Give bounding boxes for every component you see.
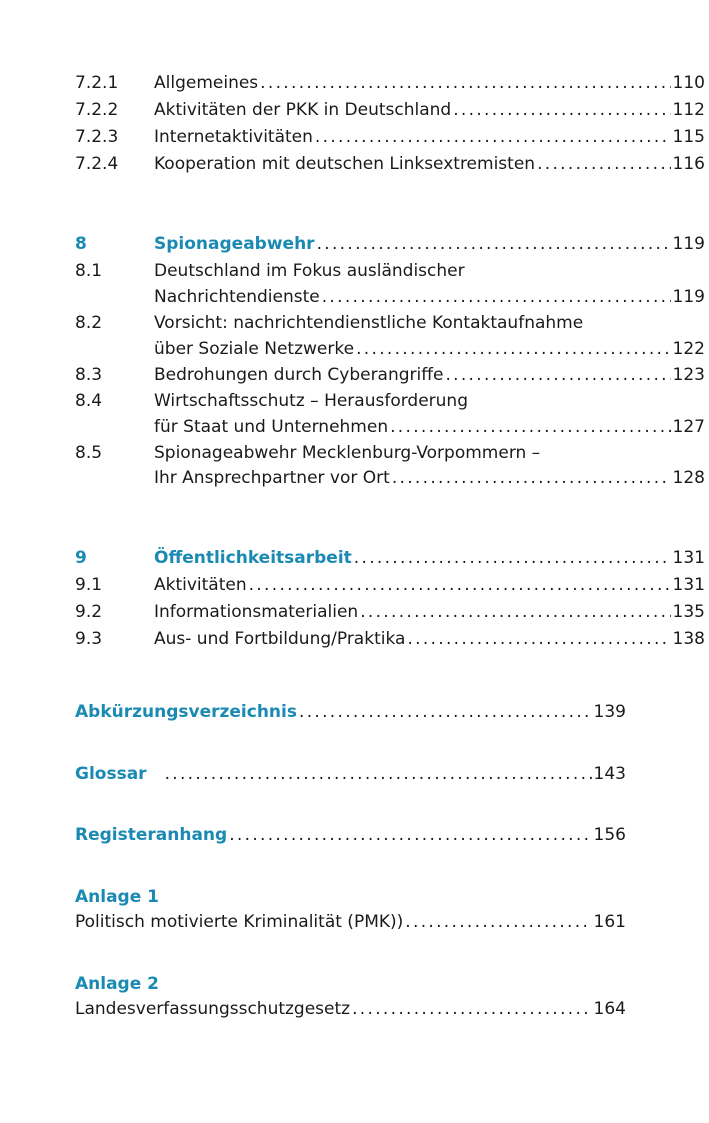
toc-entry-number: 7.2.3 [75,127,119,147]
toc-appendix-title: Politisch motivierte Kriminalität (PMK)) [75,912,404,932]
toc-entry[interactable] [75,124,705,150]
dot-leader [322,284,671,310]
toc-entry-page: 110 [672,73,705,93]
toc-entry-title: Bedrohungen durch Cyberangriffe [154,365,444,385]
dot-leader [260,70,670,96]
toc-entry-continued[interactable] [75,414,705,440]
toc-entry-page: 139 [593,702,626,722]
toc-entry-number: 8.2 [75,313,103,333]
toc-entry-page: 122 [672,339,705,359]
toc-entry-page: 161 [593,912,626,932]
toc-entry-title: Aktivitäten der PKK in Deutschland [154,100,452,120]
toc-entry-page: 115 [672,127,705,147]
toc-entry-title: Allgemeines [154,73,259,93]
dot-leader [392,465,671,491]
toc-entry-number: 9.2 [75,602,103,622]
toc-chapter-title: Öffentlichkeitsarbeit [154,548,352,568]
toc-entry-page: 128 [672,468,705,488]
dot-leader [445,362,670,388]
toc-entry-title: Aktivitäten [154,575,247,595]
toc-entry-number: 8.1 [75,261,103,281]
toc-entry-page: 119 [672,287,705,307]
toc-section-title: Abkürzungsverzeichnis [75,702,297,722]
toc-section-title: Registeranhang [75,825,228,845]
toc-appendix-1[interactable] [75,909,626,935]
toc-entry-number: 8.5 [75,443,103,463]
dot-leader [229,822,591,848]
toc-entry-title-line2: Nachrichtendienste [154,287,320,307]
toc-entry-page: 112 [672,100,705,120]
toc-entry-page: 164 [593,999,626,1019]
toc-entry-number: 8.4 [75,391,103,411]
toc-entry[interactable] [75,388,626,414]
toc-entry-page: 131 [672,548,705,568]
toc-section-abbreviations[interactable] [75,699,626,725]
toc-entry-page: 131 [672,575,705,595]
toc-entry-title-line2: über Soziale Netzwerke [154,339,355,359]
toc-entry-number: 7.2.4 [75,154,119,174]
dot-leader [299,699,592,725]
dot-leader [249,572,671,598]
toc-appendix-title: Landesverfassungsschutzgesetz [75,999,351,1019]
toc-chapter-number: 9 [75,548,87,568]
toc-entry-page: 119 [672,234,705,254]
toc-chapter[interactable] [75,545,705,571]
toc-entry-page: 156 [593,825,626,845]
toc-entry-page: 143 [593,764,626,784]
dot-leader [453,97,670,123]
dot-leader [354,545,671,571]
toc-entry-number: 9.3 [75,629,103,649]
toc-chapter-number: 8 [75,234,87,254]
toc-entry[interactable] [75,362,705,388]
toc-entry-title: Wirtschaftsschutz – Herausforderung [154,391,469,411]
dot-leader [352,996,591,1022]
toc-entry-title: Informationsmaterialien [154,602,359,622]
dot-leader [317,231,671,257]
toc-entry-page: 135 [672,602,705,622]
toc-section-glossary[interactable] [75,761,626,787]
appendix-heading: Anlage 1 [75,887,160,907]
toc-entry[interactable] [75,626,705,652]
toc-entry-title: Vorsicht: nachrichtendienstliche Kontaktaufnahme [154,313,584,333]
toc-entry[interactable] [75,70,705,96]
toc-section-title: Glossar [75,764,147,784]
toc-entry[interactable] [75,599,705,625]
dot-leader [537,151,670,177]
toc-entry-page: 116 [672,154,705,174]
toc-entry-title-line2: Ihr Ansprechpartner vor Ort [154,468,390,488]
toc-entry-continued[interactable] [75,336,705,362]
toc-entry-continued[interactable] [75,465,705,491]
dot-leader [390,414,670,440]
toc-entry[interactable] [75,572,705,598]
toc-chapter-title: Spionageabwehr [154,234,315,254]
appendix-heading: Anlage 2 [75,974,160,994]
toc-entry-page: 123 [672,365,705,385]
toc-entry-number: 7.2.2 [75,100,119,120]
toc-entry-continued[interactable] [75,284,705,310]
toc-appendix-2[interactable] [75,996,626,1022]
toc-chapter[interactable] [75,231,705,257]
dot-leader [315,124,671,150]
dot-leader [356,336,670,362]
toc-entry-number: 9.1 [75,575,103,595]
toc-entry-title: Internetaktivitäten [154,127,313,147]
toc-entry-number: 8.3 [75,365,103,385]
toc-entry[interactable] [75,440,626,466]
toc-entry[interactable] [75,151,705,177]
toc-entry[interactable] [75,97,705,123]
toc-entry-page: 138 [672,629,705,649]
toc-entry-title-line2: für Staat und Unternehmen [154,417,389,437]
dot-leader [360,599,670,625]
toc-entry-title: Deutschland im Fokus ausländischer [154,261,465,281]
toc-entry[interactable] [75,310,626,336]
dot-leader [407,626,670,652]
dot-leader [165,761,592,787]
toc-entry[interactable] [75,258,626,284]
dot-leader [405,909,591,935]
toc-entry-title: Kooperation mit deutschen Linksextremisten [154,154,536,174]
toc-entry-page: 127 [672,417,705,437]
toc-entry-title: Spionageabwehr Mecklenburg-Vorpommern – [154,443,541,463]
toc-section-register[interactable] [75,822,626,848]
toc-entry-title: Aus- und Fortbildung/Praktika [154,629,406,649]
toc-entry-number: 7.2.1 [75,73,119,93]
